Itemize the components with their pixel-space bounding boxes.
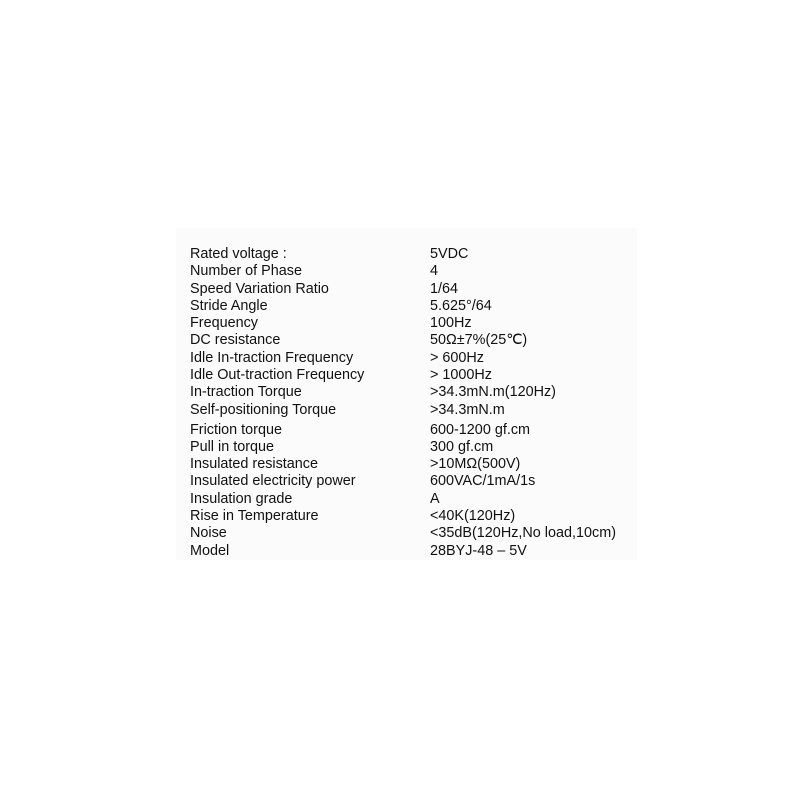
spec-row-idle-out-traction-frequency (190, 367, 635, 384)
spec-row-self-positioning-torque (190, 402, 635, 419)
spec-value: 50Ω±7%(25℃) (430, 332, 528, 349)
spec-label: Rated voltage : (190, 246, 287, 262)
spec-row-rated-voltage (190, 246, 635, 263)
spec-value: 1/64 (430, 280, 459, 297)
spec-row-rise-in-temperature (190, 508, 635, 525)
spec-label: In-traction Torque (190, 384, 302, 401)
spec-label: Model (190, 542, 230, 559)
spec-label: Speed Variation Ratio (190, 280, 329, 297)
spec-label: Frequency (190, 315, 258, 332)
spec-value: >10MΩ(500V) (430, 456, 521, 473)
spec-value: >34.3mN.m (430, 401, 505, 418)
spec-row-frequency (190, 315, 635, 332)
spec-value: A (430, 490, 440, 507)
spec-value: > 1000Hz (430, 367, 493, 384)
spec-row-pull-in-torque (190, 439, 635, 456)
spec-value: 600-1200 gf.cm (430, 421, 530, 438)
spec-label: Rise in Temperature (190, 508, 319, 525)
spec-row-dc-resistance (190, 332, 635, 349)
spec-value: 28BYJ-48 – 5V (430, 542, 527, 559)
spec-value: 5.625°/64 (430, 297, 492, 314)
spec-label: Friction torque (190, 421, 282, 438)
spec-value: 100Hz (430, 315, 472, 332)
spec-label: Stride Angle (190, 297, 268, 314)
spec-value: <40K(120Hz) (430, 508, 516, 525)
spec-label: Idle In-traction Frequency (190, 349, 354, 366)
spec-label: Pull in torque (190, 438, 274, 455)
spec-label: Insulated electricity power (190, 473, 356, 490)
spec-row-insulated-electricity-power (190, 473, 635, 490)
spec-value: 600VAC/1mA/1s (430, 473, 536, 490)
spec-row-stride-angle (190, 298, 635, 315)
spec-value: 5VDC (430, 246, 469, 262)
spec-value: 300 gf.cm (430, 438, 494, 455)
spec-value: <35dB(120Hz,No load,10cm) (430, 525, 616, 542)
spec-row-in-traction-torque (190, 384, 635, 401)
spec-label: DC resistance (190, 332, 281, 349)
spec-label: Number of Phase (190, 263, 302, 280)
spec-row-insulation-grade (190, 491, 635, 508)
spec-row-insulated-resistance (190, 456, 635, 473)
spec-row-speed-variation-ratio (190, 281, 635, 298)
spec-value: 4 (430, 263, 439, 280)
spec-row-idle-in-traction-frequency (190, 350, 635, 367)
spec-row-model (190, 543, 635, 560)
spec-label: Insulation grade (190, 490, 293, 507)
spec-label: Noise (190, 525, 227, 542)
spec-row-number-of-phase (190, 263, 635, 280)
spec-label: Idle Out-traction Frequency (190, 367, 365, 384)
spec-value: > 600Hz (430, 349, 485, 366)
spec-label: Self-positioning Torque (190, 401, 337, 418)
spec-value: >34.3mN.m(120Hz) (430, 384, 556, 401)
spec-row-friction-torque (190, 422, 635, 439)
spec-table (190, 246, 635, 560)
spec-label: Insulated resistance (190, 456, 318, 473)
spec-row-noise (190, 525, 635, 542)
